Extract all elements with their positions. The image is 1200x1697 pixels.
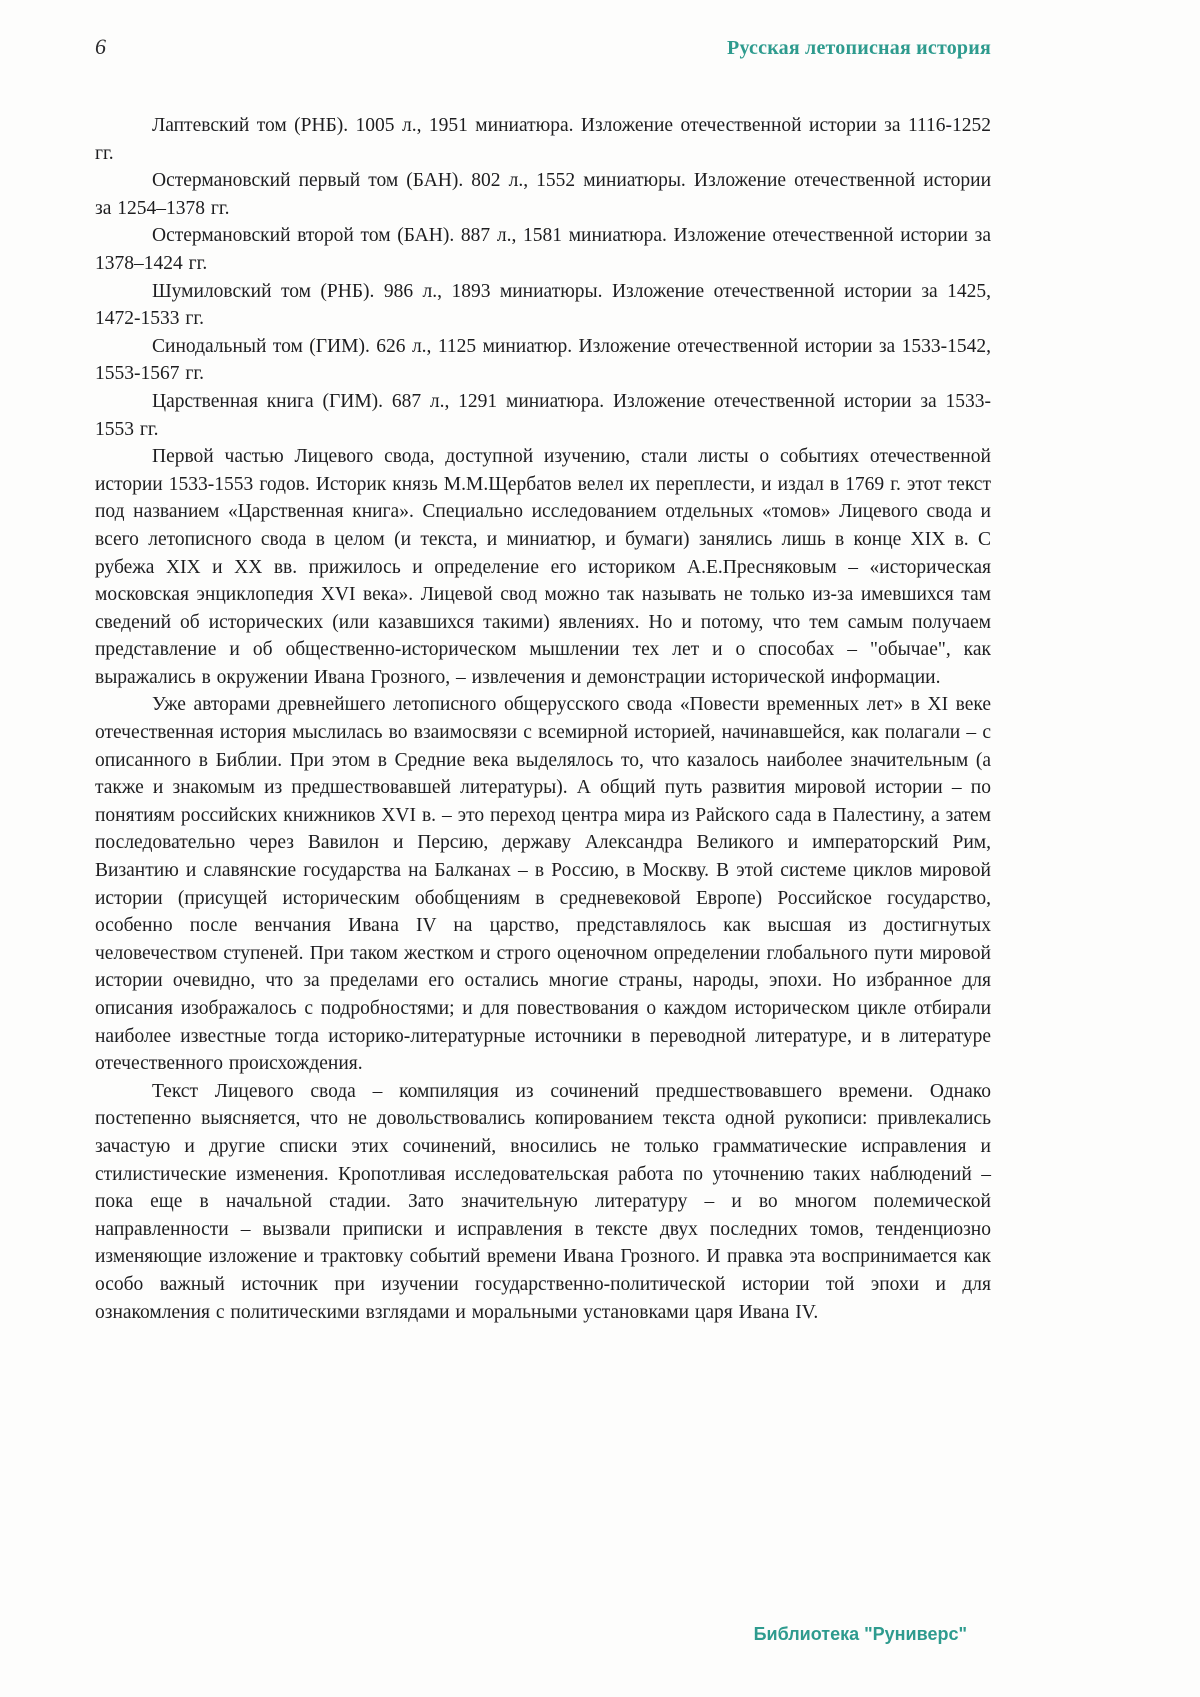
paragraph: Синодальный том (ГИМ). 626 л., 1125 миниатюр. Изложение отечественной истории за 1533-1542, 1553-1567 гг. [95, 335, 991, 385]
library-watermark: Библиотека "Руниверс" [753, 1624, 967, 1644]
paragraph: Первой частью Лицевого свода, доступной изучению, стали листы о событиях отечественной истории 1533-1553 годов. Историк князь М.М.Щербатов велел их переплести, и издал в 1769 г. этот текст под названием «Царственная книга». Специально исследованием отдельных «томов» Лицевого свода и всего летописного свода в целом (и текста, и миниатюр, и бумаги) занялись лишь в конце XIX в. С рубежа XIX и XX вв. прижилось и определение его историком А.Е.Пресняковым – «историческая московская энциклопедия XVI века». Лицевой свод можно так называть не только из-за имевшихся там сведений об исторических (или казавшихся такими) явлениях. Но и потому, что тем самым получаем представление и об общественно-историческом мышлении тех лет и о способах – "обычае", как выражались в окружении Ивана Грозного, – извлечения и демонстрации исторической информации. [95, 446, 991, 688]
paragraph: Царственная книга (ГИМ). 687 л., 1291 миниатюра. Изложение отечественной истории за 1533-1553 гг. [95, 390, 991, 440]
running-title: Русская летописная история [727, 37, 991, 59]
paragraph: Текст Лицевого свода – компиляция из сочинений предшествовавшего времени. Однако постепенно выясняется, что не довольствовались копированием текста одной рукописи: привлекались зачастую и другие списки этих сочинений, вносились не только грамматические исправления и стилистические изменения. Кропотливая исследовательская работа по уточнению таких наблюдений – пока еще в начальной стадии. Зато значительную литературу – и во многом полемической направленности – вызвали приписки и исправления в тексте двух последних томов, тенденциозно изменяющие изложение и трактовку событий времени Ивана Грозного. И правка эта воспринимается как особо важный источник при изучении государственно-политической истории той эпохи и для ознакомления с политическими взглядами и моральными установками царя Ивана IV. [95, 1080, 991, 1323]
paragraph: Остермановский первый том (БАН). 802 л., 1552 миниатюры. Изложение отечественной истории за 1254–1378 гг. [95, 170, 991, 219]
paragraph: Лаптевский том (РНБ). 1005 л., 1951 миниатюра. Изложение отечественной истории за 1116-1252 гг. [95, 115, 991, 164]
paragraph: Остермановский второй том (БАН). 887 л., 1581 миниатюра. Изложение отечественной истории за 1378–1424 гг. [95, 225, 991, 274]
paragraph: Шумиловский том (РНБ). 986 л., 1893 миниатюры. Изложение отечественной истории за 1425, 1472-1533 гг. [95, 280, 991, 330]
paragraph: Уже авторами древнейшего летописного общерусского свода «Повести временных лет» в XI веке отечественная история мыслилась во взаимосвязи с всемирной историей, начинавшейся, как полагали – с описанного в Библии. При этом в Средние века выделялось то, что казалось наиболее значительным (а также и знакомым из предшествовавшей литературы). А общий путь развития мировой истории – по понятиям российских книжников XVI в. – это переход центра мира из Райского сада в Палестину, а затем последовательно через Вавилон и Персию, державу Александра Великого и императорский Рим, Византию и славянские государства на Балканах – в Россию, в Москву. В этой системе циклов мировой истории (присущей историческим обобщениям в средневековой Европе) Российское государство, особенно после венчания Ивана IV на царство, представлялось как высшая из достигнутых человечеством ступеней. При таком жестком и строго оценочном определении глобального пути мировой истории очевидно, что за пределами его остались многие страны, народы, эпохи. Но избранное для описания изображалось с подробностями; и для повествования о каждом историческом цикле отбирали наиболее известные тогда историко-литературные источники в переводной литературе, и в литературе отечественного происхождения. [95, 694, 991, 1075]
body-text [95, 112, 991, 1326]
page-header [95, 34, 991, 60]
page-number: 6 [95, 34, 106, 59]
